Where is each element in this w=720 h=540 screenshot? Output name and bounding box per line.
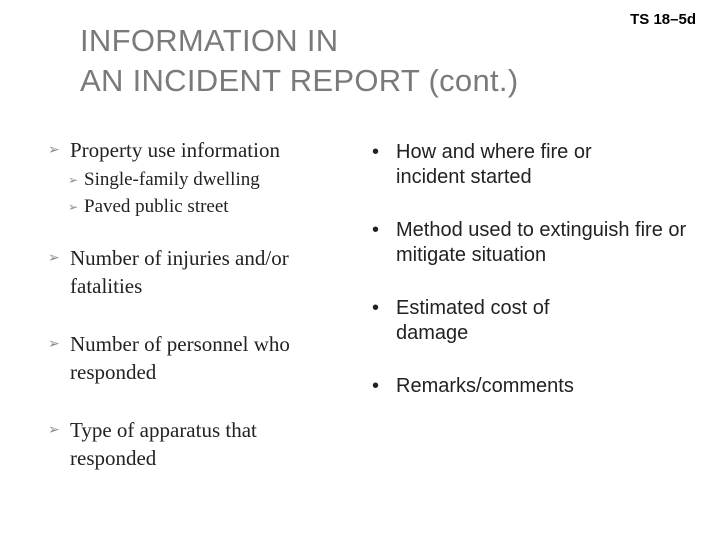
bullet-how-where — [372, 140, 646, 190]
sub-bullet-text: Single-family dwelling — [84, 169, 260, 190]
bullet-text: Estimated cost of damage — [396, 297, 550, 344]
arrow-bullet-icon: ➢ — [48, 337, 60, 352]
arrow-bullet-icon: ➢ — [68, 173, 79, 187]
bullet-injuries — [48, 244, 340, 300]
title-line-1: INFORMATION IN — [80, 23, 339, 58]
bullet-apparatus — [48, 416, 310, 472]
bullet-method — [372, 218, 696, 268]
bullet-text: Property use information — [70, 138, 280, 162]
arrow-bullet-icon: ➢ — [48, 143, 60, 158]
bullet-text: Number of personnel who responded — [70, 332, 290, 384]
bullet-text: Method used to extinguish fire or mitigate situation — [396, 219, 687, 266]
sub-bullet-text: Paved public street — [84, 196, 229, 217]
arrow-bullet-icon: ➢ — [68, 200, 79, 214]
dot-bullet-icon: • — [372, 297, 380, 319]
left-bullet-list — [48, 136, 348, 472]
bullet-personnel — [48, 330, 350, 386]
slide-id: TS 18–5d — [630, 11, 696, 28]
bullet-text: Type of apparatus that responded — [70, 418, 257, 470]
arrow-bullet-icon: ➢ — [48, 423, 60, 438]
arrow-bullet-icon: ➢ — [48, 251, 60, 266]
sub-bullet-single-family — [58, 166, 348, 193]
right-bullet-list — [372, 140, 692, 399]
bullet-remarks — [372, 374, 692, 399]
bullet-text: How and where fire or incident started — [396, 141, 592, 188]
sub-bullet-paved-street — [58, 193, 348, 220]
dot-bullet-icon: • — [372, 375, 380, 397]
bullet-text: Remarks/comments — [396, 375, 574, 397]
title-line-2: AN INCIDENT REPORT (cont.) — [80, 63, 519, 98]
dot-bullet-icon: • — [372, 141, 380, 163]
bullet-cost — [372, 296, 616, 346]
slide-title — [80, 21, 640, 101]
dot-bullet-icon: • — [372, 219, 380, 241]
bullet-property-use — [48, 136, 348, 164]
bullet-text: Number of injuries and/or fatalities — [70, 246, 289, 298]
